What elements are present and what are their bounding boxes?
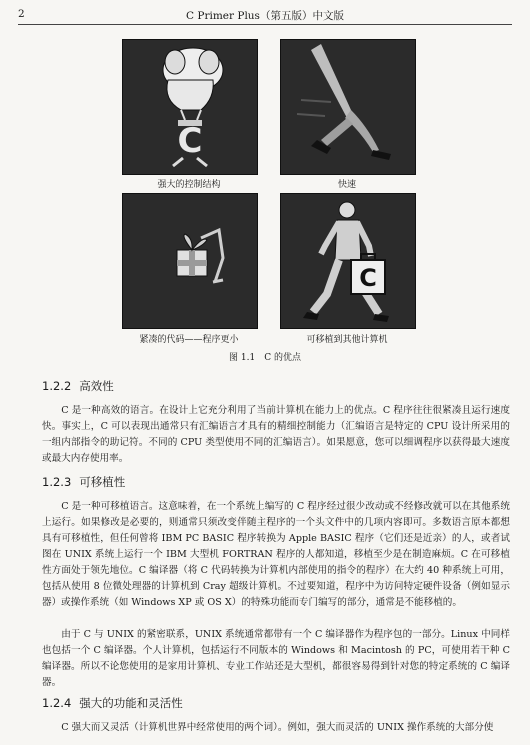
panel-caption-3: 紧凑的代码——程序更小 — [139, 335, 239, 345]
c-letter-1: C — [177, 121, 203, 161]
section-title: 高效性 — [79, 379, 114, 393]
book-title: C Primer Plus（第五版）中文版 — [186, 10, 344, 22]
running-header — [18, 6, 512, 25]
illustration-compact-code — [122, 193, 258, 329]
section-number: 1.2.4 — [42, 696, 72, 710]
illustration-speed — [280, 39, 416, 175]
running-legs-illustration — [281, 40, 415, 174]
page-number: 2 — [18, 8, 25, 20]
paragraph-portability-1: C 是一种可移植语言。这意味着，在一个系统上编写的 C 程序经过很少改动或不经修改就可以在其他系统上运行。如果修改是必要的，则通常只须改变伴随主程序的一个头文件中的几项内容即可。多数语言原本都想具有可移植性，但任何曾将 IBM PC BASIC 程序转换为 Apple BASIC 程序（它们还是近亲）的人，或者试图在 UNIX 系统上运行一个 IBM 大型机 FORTRAN 程序的人都知道，移植至少是在制造麻烦。C 在可移植性方面处于领先地位。C 编译器（将 C 代码转换为计算机内部使用的指令的程序）在大约 40 种系统上可用，包括从使用 8 位微处理器的计算机到 Cray 超级计算机。不过要知道，程序中为访问特定硬件设备（例如显示器）或操作系统（如 Windows XP 或 OS X）的特殊功能而专门编写的部分，通常是不能移植的。 — [42, 501, 510, 608]
illustration-portability — [280, 193, 416, 329]
gift-box-illustration — [123, 194, 257, 328]
c-letter-2: C — [359, 264, 377, 292]
panel-caption-2: 快速 — [337, 180, 356, 190]
section-number: 1.2.3 — [42, 475, 72, 489]
section-heading-1-2-4 — [42, 695, 183, 711]
panel-caption-1: 强大的控制结构 — [157, 180, 221, 190]
paragraph-efficiency: C 是一种高效的语言。在设计上它充分利用了当前计算机在能力上的优点。C 程序往往很紧凑且运行速度快。事实上，C 可以表现出通常只有汇编语言才具有的精细控制能力（汇编语言是特定的 CPU 设计所采用的一组内部指令的助记符。不同的 CPU 类型使用不同的汇编语言）。如果愿意，您可以细调程序以获得最大速度或最大内存使用率。 — [42, 405, 510, 464]
section-title: 可移植性 — [79, 475, 126, 489]
figure-caption: 图 1.1 C 的优点 — [229, 353, 301, 363]
panel-caption-4: 可移植到其他计算机 — [306, 335, 388, 345]
elephant-balloon-illustration — [123, 40, 257, 174]
section-heading-1-2-3 — [42, 474, 125, 490]
section-number: 1.2.2 — [42, 379, 72, 393]
section-heading-1-2-2 — [42, 378, 114, 394]
paragraph-portability-2: 由于 C 与 UNIX 的紧密联系，UNIX 系统通常都带有一个 C 编译器作为程序包的一部分。Linux 中同样也包括一个 C 编译器。个人计算机，包括运行不同版本的 Windows 和 Macintosh 的 PC，可使用若干种 C 编译器。所以不论您使用的是家用计算机、专业工作站还是大型机，都很容易得到针对您的特定系统的 C 编译器。 — [42, 629, 510, 688]
illustration-control-structures — [122, 39, 258, 175]
section-title: 强大的功能和灵活性 — [79, 696, 183, 710]
paragraph-power-flexibility: C 强大而又灵活（计算机世界中经常使用的两个词）。例如，强大而灵活的 UNIX 操作系统的大部分使 — [61, 722, 494, 733]
man-with-briefcase-illustration — [281, 194, 415, 328]
